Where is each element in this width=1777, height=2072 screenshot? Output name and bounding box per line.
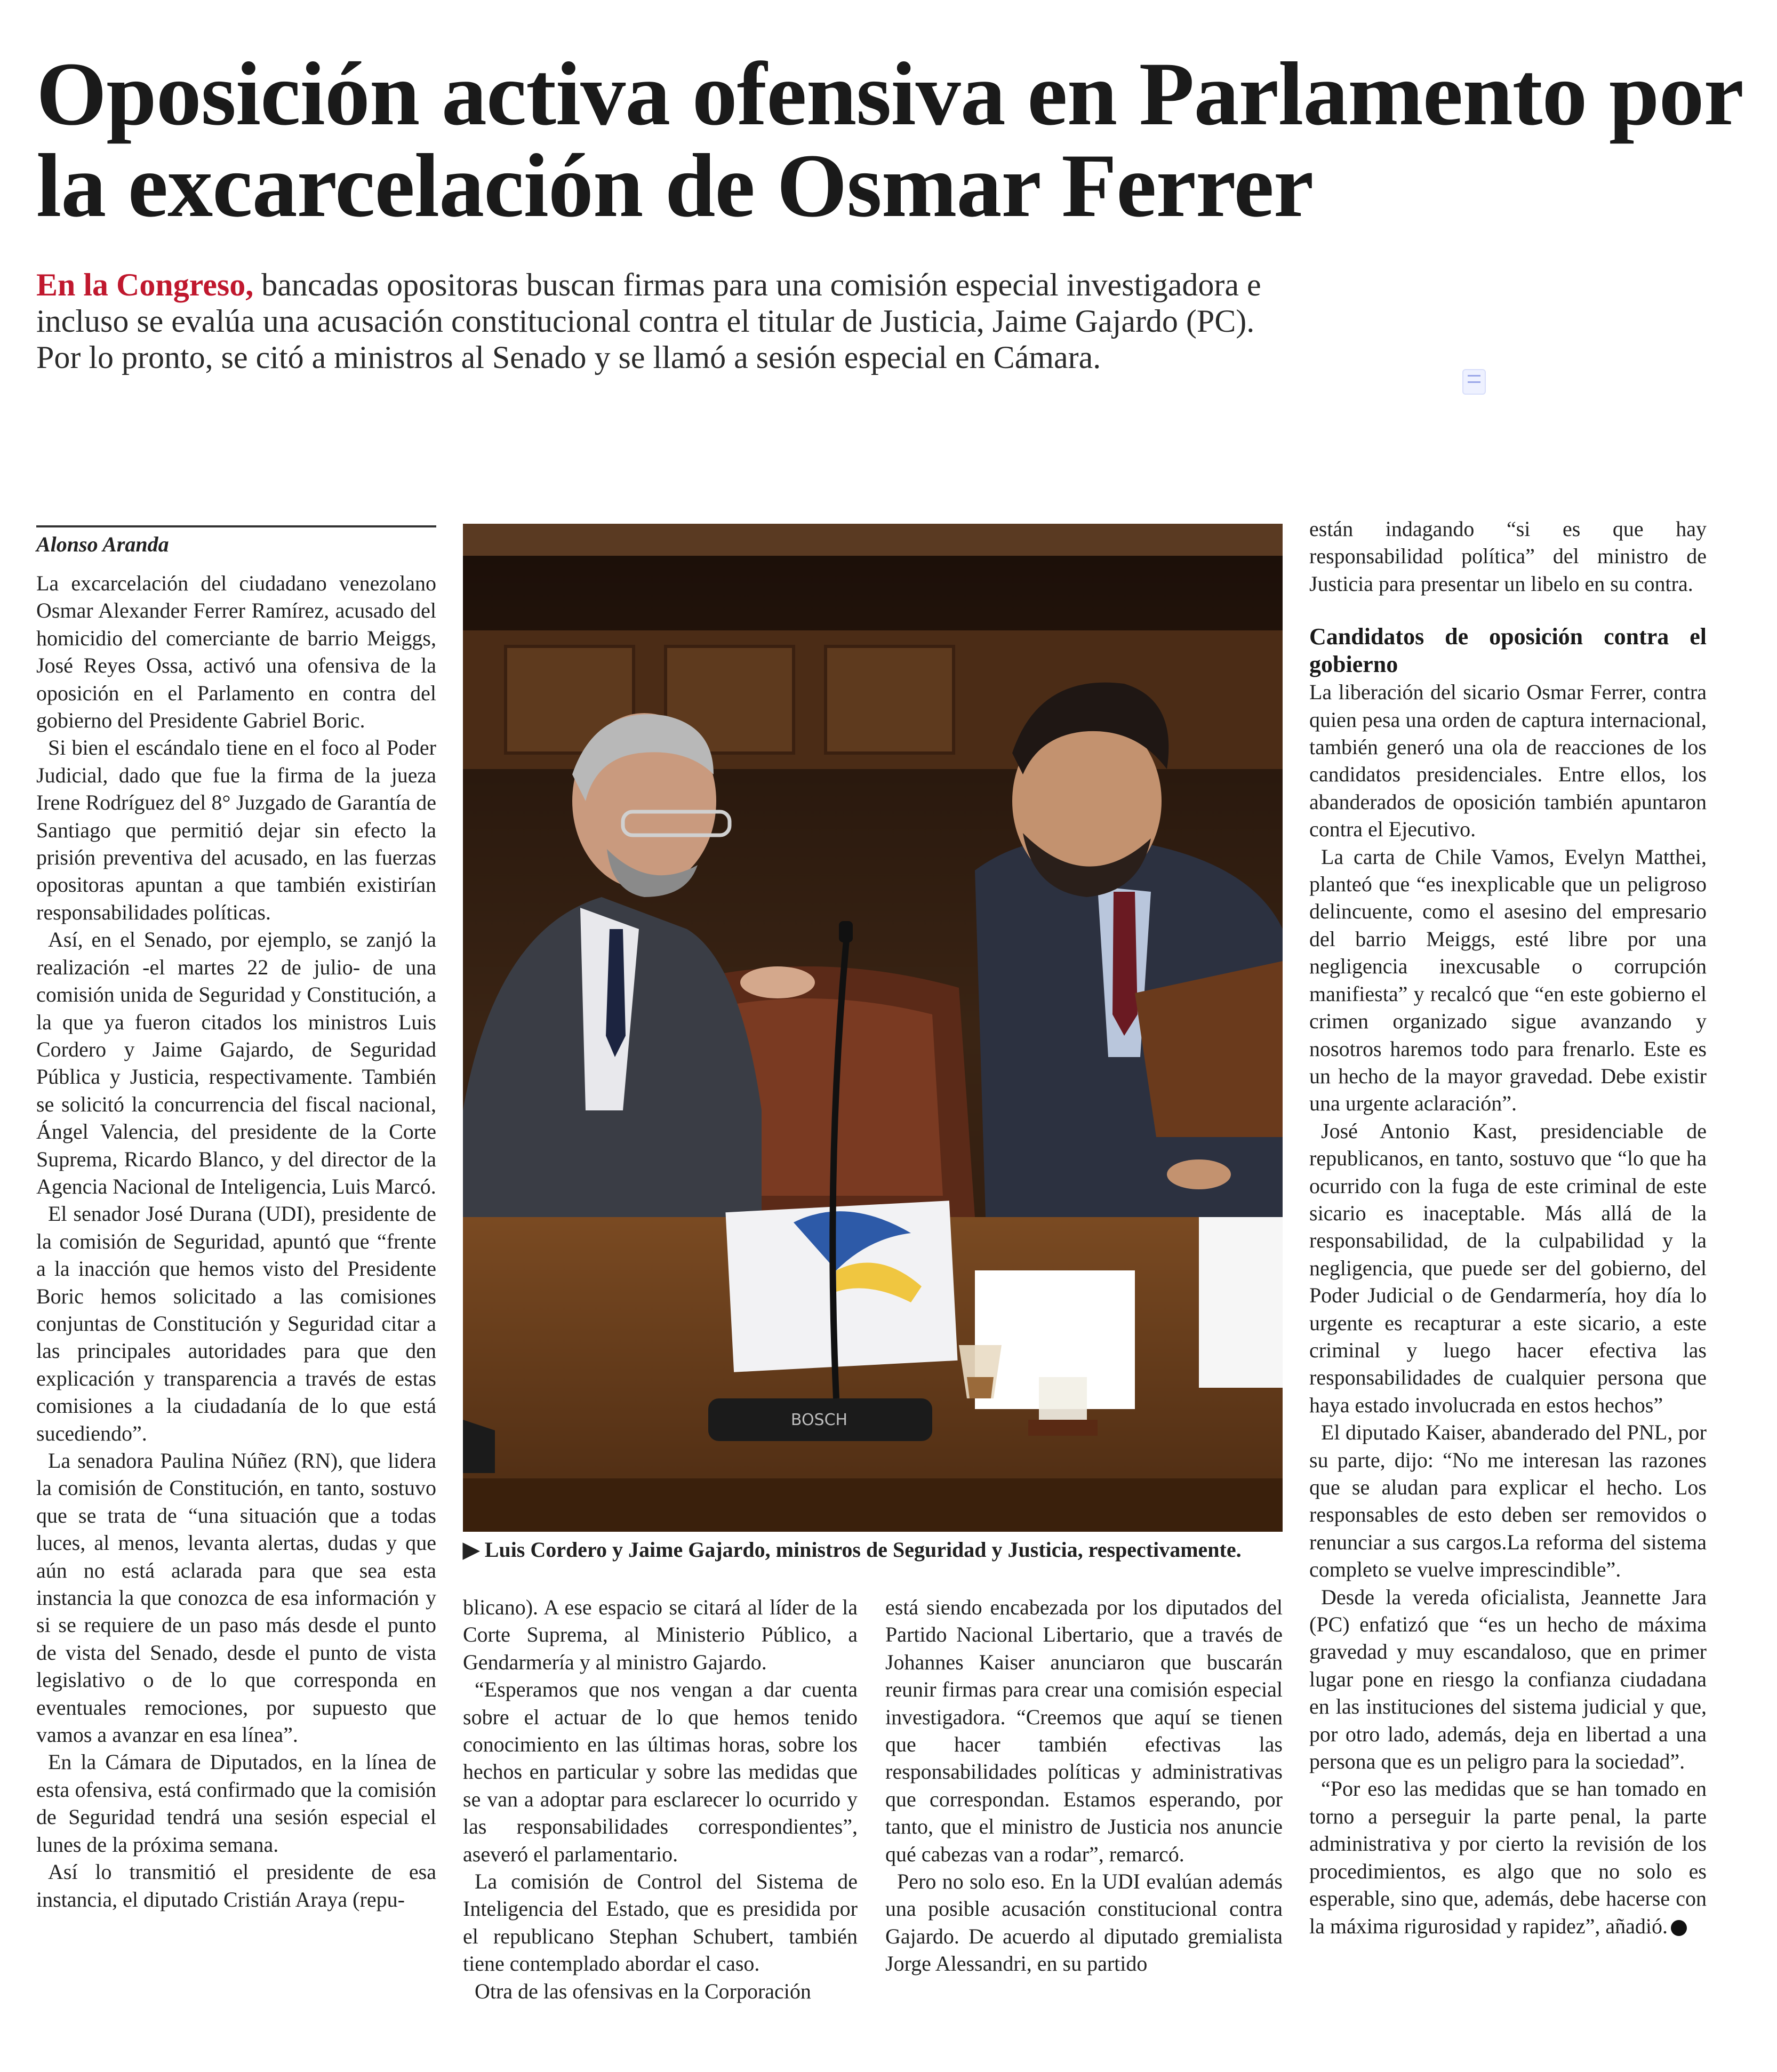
paragraph: La liberación del sicario Osmar Ferrer, contra quien pesa una orden de captura internacional, también generó una ola de reacciones de los candidatos presidenciales. Entre ellos, los abanderados de oposición también apuntaron contra el Ejecutivo.: [1309, 680, 1707, 842]
end-mark-icon: [1671, 1920, 1687, 1936]
column-3: [885, 1594, 1283, 1978]
photo-illustration: [463, 524, 1283, 1532]
paragraph: blicano). A ese espacio se citará al líder de la Corte Suprema, al Ministerio Público, a Gendarmería y al ministro Gajardo.: [463, 1595, 858, 1674]
section-subhead: Candidatos de oposición contra el gobierno: [1309, 623, 1707, 678]
paragraph: “Esperamos que nos vengan a dar cuenta sobre el actuar de lo que hemos tenido conocimiento en las últimas horas, sobre los hechos en particular y sobre las medidas que se van a adoptar para esclarecer lo ocurrido y las responsabilidades correspondientes”, aseveró el parlamentario.: [463, 1677, 858, 1866]
paragraph: La comisión de Control del Sistema de Inteligencia del Estado, que es presidida por el republicano Stephan Schubert, también tiene contemplado abordar el caso.: [463, 1869, 858, 1976]
final-paragraph-text: “Por eso las medidas que se han tomado en torno a perseguir la parte penal, la parte administrativa y por cierto la revisión de los procedimientos, es algo que no solo es esperable, sino que, además, debe hacerse con la máxima rigurosidad y rapidez”, añadió.: [1309, 1777, 1707, 1938]
paragraph: En la Cámara de Diputados, en la línea de esta ofensiva, está confirmado que la comisión de Seguridad tendrá una sesión especial el lunes de la próxima semana.: [36, 1750, 436, 1857]
mic-brand: BOSCH: [790, 1411, 848, 1429]
paragraph: Si bien el escándalo tiene en el foco al Poder Judicial, dado que fue la firma de la jueza Irene Rodríguez del 8° Juzgado de Garantía de Santiago que permitió dejar sin efecto la prisión preventiva del acusado, en las fuerzas opositoras apuntan a que también existirían responsabilidades políticas.: [36, 735, 436, 924]
paragraph: Así, en el Senado, por ejemplo, se zanjó la realización -el martes 22 de julio- de una comisión unida de Seguridad y Constitución, a la que ya fueron citados los ministros Luis Cordero y Jaime Gajardo, de Seguridad Pública y Justicia, respectivamente. También se solicitó la concurrencia del fiscal nacional, Ángel Valencia, del presidente de la Corte Suprema, Ricardo Blanco, y del director de la Agencia Nacional de Inteligencia, Luis Marcó.: [36, 927, 436, 1198]
caption-arrow-icon: ▶: [463, 1538, 485, 1562]
paragraph: La carta de Chile Vamos, Evelyn Matthei, planteó que “es inexplicable que un peligroso delincuente, como el asesino del empresario del barrio Meiggs, esté libre por una negligencia inexcusable o corrupción manifiesta” y recalcó que “en este gobierno el crimen organizado sigue avanzando y nosotros haremos todo para frenarlo. Este es un hecho de la mayor gravedad. Debe existir una urgente aclaración”.: [1309, 844, 1707, 1116]
paragraph: José Antonio Kast, presidenciable de republicanos, en tanto, sostuvo que “lo que ha ocurrido con la fuga de este criminal de este sicario es inaceptable. Más allá de la responsabilidad, de la culpabilidad y la negligencia, que puede ser del gobierno, del Poder Judicial o de Gendarmería, hoy día lo urgente es recapturar a este sicario, a este criminal y luego hacer efectiva las responsabilidades de cualquier persona que haya estado involucrada en estos hechos”: [1309, 1118, 1707, 1417]
paragraph: Desde la vereda oficialista, Jeannette Jara (PC) enfatizó que “es un hecho de máxima gravedad y muy escandaloso, que en primer lugar pone en riesgo la confianza ciudadana en las instituciones del sistema judicial y que, por otro lado, además, deja en libertad a una persona que es un peligro para la sociedad”.: [1309, 1585, 1707, 1774]
paragraph: [1309, 1775, 1707, 1939]
paragraph: están indagando “si es que hay responsabilidad política” del ministro de Justicia para presentar un libelo en su contra.: [1309, 517, 1707, 596]
paragraph: La excarcelación del ciudadano venezolano Osmar Alexander Ferrer Ramírez, acusado del homicidio del comerciante de barrio Meiggs, José Reyes Ossa, activó una ofensiva de la oposición en el Parlamento en contra del gobierno del Presidente Gabriel Boric.: [36, 571, 436, 733]
byline: Alonso Aranda: [36, 525, 436, 557]
paragraph: El senador José Durana (UDI), presidente de la comisión de Seguridad, apuntó que “frente a la inacción que hemos visto del Presidente Boric hemos solicitado a las comisiones conjuntas de Constitución y Seguridad citar a las principales autoridades para que den explicación y transparencia a través de estas comisiones a la ciudadanía de lo que está sucediendo”.: [36, 1202, 436, 1445]
photo-caption: [463, 1537, 1316, 1562]
lead-text: bancadas opositoras buscan firmas para una comisión especial investigadora e incluso se evalúa una acusación constitucional contra el titular de Justicia, Jaime Gajardo (PC). Por lo pronto, se citó a ministros al Senado y se llamó a sesión especial en Cámara.: [36, 267, 1261, 375]
lead-paragraph: [36, 267, 1279, 375]
column-4: [1309, 515, 1707, 1940]
column-2: [463, 1594, 858, 2005]
news-photo: [463, 524, 1283, 1532]
paragraph: está siendo encabezada por los diputados del Partido Nacional Libertario, que a través de Johannes Kaiser anunciaron que buscarán reunir firmas para crear una comisión especial investigadora. “Creemos que aquí se tienen que hacer también efectivas las responsabilidades políticas y administrativas que correspondan. Estamos esperando, por tanto, que el ministro de Justicia nos anuncie qué cabezas van a rodar”, remarcó.: [885, 1595, 1283, 1866]
paragraph: El diputado Kaiser, abanderado del PNL, por su parte, dijo: “No me interesan las razones que se aludan para explicar el hecho. Los responsables de esto deben ser removidos o renunciar a sus cargos.La reforma del sistema completo se vuelve imprescindible”.: [1309, 1420, 1707, 1582]
lead-kicker: En la Congreso,: [36, 267, 254, 302]
caption-text: Luis Cordero y Jaime Gajardo, ministros de Seguridad y Justicia, respectivamente.: [484, 1538, 1242, 1562]
paragraph: Pero no solo eso. En la UDI evalúan además una posible acusación constitucional contra Gajardo. De acuerdo al diputado gremialista Jorge Alessandri, en su partido: [885, 1869, 1283, 1976]
column-1: [36, 570, 436, 1913]
paragraph: Así lo transmitió el presidente de esa instancia, el diputado Cristián Araya (repu-: [36, 1860, 436, 1911]
paragraph: Otra de las ofensivas en la Corporación: [475, 1979, 811, 2003]
headline: Oposición activa ofensiva en Parlamento por la excarcelación de Osmar Ferrer: [36, 44, 1742, 236]
note-icon[interactable]: [1462, 369, 1486, 395]
paragraph: La senadora Paulina Núñez (RN), que lidera la comisión de Constitución, en tanto, sostuvo que se trata de “una situación que a todas luces, al menos, levanta alertas, dudas y que aún no está aclarada para que sea esta instancia la que conozca de esa información y si se requiere de un paso más desde el punto de vista del Senado, desde el punto de vista legislativo o de lo que corresponda en eventuales remociones, por supuesto que vamos a avanzar en esa línea”.: [36, 1449, 436, 1747]
